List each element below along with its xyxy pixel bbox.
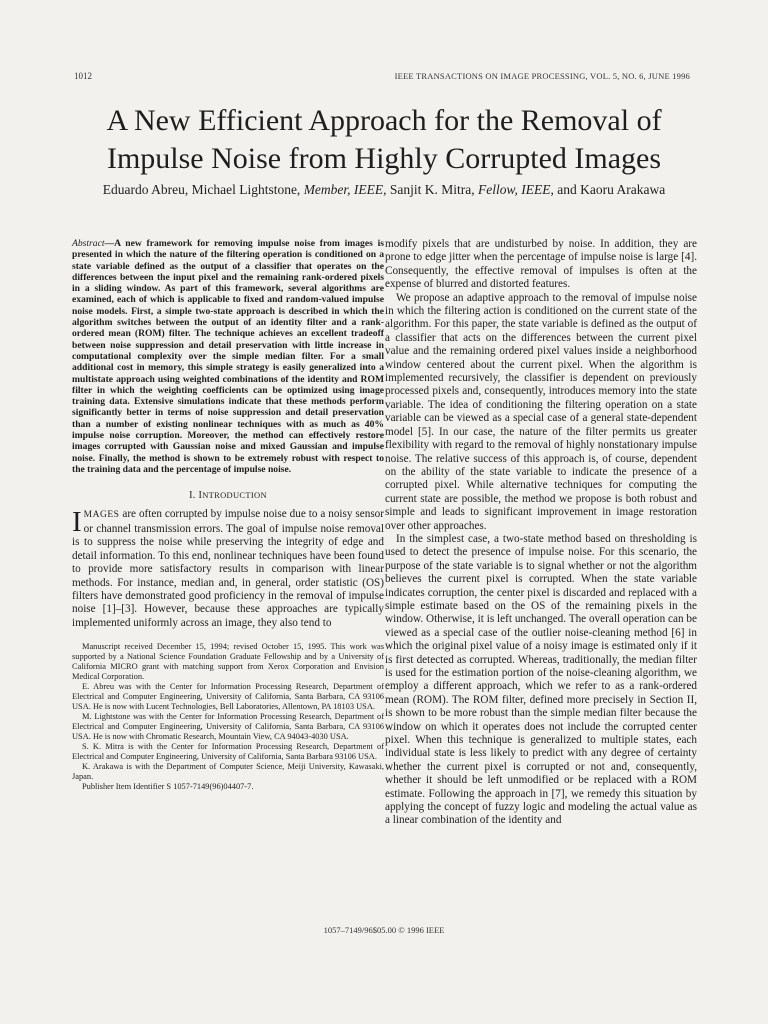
member-role: Member, IEEE [303, 182, 384, 197]
footnote-publisher-id: Publisher Item Identifier S 1057-7149(96)04407-7. [82, 781, 254, 791]
abstract-text: A new framework for removing impulse noise from images is presented in which the nature of the filtering operation is conditioned on a state variable defined as the output of a classifier that operates on the differences between the input pixel and the remaining rank-ordered pixels in a sliding window. As part of this framework, several algorithms are examined, each of which is applicable to fixed and random-valued impulse noise models. First, a simple two-state approach is described in which the algorithm switches between the output of an identity filter and a rank-ordered mean (ROM) filter. The technique achieves an excellent tradeoff between noise suppression and detail preservation with little increase in computational complexity over the simple median filter. For a small additional cost in memory, this simple strategy is easily generalized into a multistate approach using weighted combinations of the identity and ROM filter in which the weighting coefficients can be optimized using image training data. Extensive simulations indicate that these methods perform significantly better in terms of noise suppression and detail preservation than a number of existing nonlinear techniques with as much as 40% impulse noise corruption. Moreover, the method can effectively restore images corrupted with Gaussian noise and mixed Gaussian and impulse noise. Finally, the method is shown to be extremely robust with respect to the training data and the percentage of impulse noise. [72, 238, 384, 475]
first-word-rest: MAGES [83, 510, 120, 521]
introduction-paragraph [72, 508, 384, 630]
author-names-3: , and Kaoru Arakawa [550, 182, 666, 197]
author-list [0, 182, 768, 198]
footnotes [72, 642, 384, 791]
footnote-abreu: E. Abreu was with the Center for Information Processing Research, Department of Electrical and Computer Engineering, University of California, Santa Barbara, CA 93106 USA. He is now with Lucent Technologies, Bell Laboratories, Allentown, PA 18103 USA. [72, 682, 384, 712]
body-paragraph: modify pixels that are undisturbed by noise. In addition, they are prone to edge jitter when the percentage of impulse noise is large [4]. Consequently, the effective removal of impulses is often at the expense of blurred and distorted features. [385, 238, 697, 291]
introduction-text: are often corrupted by impulse noise due to a noisy sensor or channel transmission errors. The goal of impulse noise removal is to suppress the noise while preserving the integrity of edge and detail information. To this end, nonlinear techniques have been found to provide more satisfactory results in comparison with linear methods. For instance, median and, in general, order statistic (OS) filters have demonstrated good proficiency in the removal of impulse noise [1]–[3]. However, because these approaches are typically implemented uniformly across an image, they also tend to [72, 508, 384, 629]
fellow-role: Fellow, IEEE [478, 182, 551, 197]
page-number: 1012 [74, 71, 92, 81]
footnote-lightstone: M. Lightstone was with the Center for Information Processing Research, Department of Electrical and Computer Engineering, University of California, Santa Barbara, CA 93106 USA. He is now with Chromatic Research, Mountain View, CA 94043-4030 USA. [72, 712, 384, 741]
footnote-manuscript: Manuscript received December 15, 1994; revised October 15, 1995. This work was supported by a National Science Foundation Graduate Fellowship and by a University of California MICRO grant with matching support from Xerox Corporation and Envision Medical Corporation. [72, 642, 384, 682]
body-paragraph: In the simplest case, a two-state method based on thresholding is used to detect the presence of impulse noise. For this scenario, the purpose of the state variable is to signal whether or not the algorithm believes the current pixel is corrupted. When the state variable indicates corruption, the center pixel is discarded and replaced with a simple estimate based on the OS of the remaining pixels in the window. Otherwise, it is left unchanged. The overall operation can be viewed as a special case of the outlier noise-cleaning method [6] in which the original pixel value of a noisy image is estimated only if it is first detected as corrupted. Whereas, traditionally, the median filter is used for the estimation portion of the noise-cleaning algorithm, we employ a different approach, which we refer to as a rank-ordered mean (ROM). The ROM filter, defined more precisely in Section II, is shown to be more robust than the simple median filter because the window on which it operates does not include the corrupted center pixel. When this technique is generalized to multiple states, each individual state is less likely to predict with any degree of certainty whether the current pixel is corrupted or not and, consequently, whether it should be left unmodified or be replaced with a ROM estimate. Following the approach in [7], we remedy this situation by applying the concept of fuzzy logic and modeling the actual value as a linear combination of the identity and [385, 532, 697, 827]
section-heading-initial: I [198, 490, 203, 502]
footnote-arakawa: K. Arakawa is with the Department of Computer Science, Meiji University, Kawasaki, Japan. [72, 761, 384, 781]
drop-cap: I [72, 506, 82, 539]
section-heading-introduction [72, 489, 384, 502]
paper-title [0, 102, 768, 178]
section-numeral: I. [189, 490, 199, 502]
section-heading-rest: NTRODUCTION [202, 490, 267, 501]
abstract [72, 238, 384, 475]
abstract-dash: — [104, 238, 115, 249]
running-head: IEEE TRANSACTIONS ON IMAGE PROCESSING, VOL. 5, NO. 6, JUNE 1996 [394, 71, 690, 81]
author-names-2: , Sanjit K. Mitra, [383, 182, 479, 197]
copyright-footer: 1057–7149/96$05.00 © 1996 IEEE [323, 925, 445, 935]
right-column [385, 238, 697, 828]
title-line-1: A New Efficient Approach for the Removal of [106, 104, 662, 137]
title-line-2: Impulse Noise from Highly Corrupted Images [106, 142, 662, 175]
abstract-lead: Abstract [72, 238, 105, 249]
body-paragraph: We propose an adaptive approach to the removal of impulse noise in which the filtering action is conditioned on the current state of the algorithm. For this paper, the state variable is defined as the output of a classifier that acts on the differences between the current pixel value and the remaining ordered pixel values inside a neighborhood window centered about the current pixel. When the algorithm is implemented recursively, the classifier is dependent on previously processed pixels and, consequently, introduces memory into the state variable. The idea of conditioning the filtering operation on a state variable can be viewed as a special case of a general state-dependent model [5]. In our case, the nature of the filter permits us greater flexibility with regard to the removal of highly nonstationary impulse noise. The relative success of this approach is, of course, dependent on the ability of the state variable to indicate the presence of a corrupted pixel. While alternative techniques for computing the current state are possible, the method we propose is both robust and simple and leads to significant improvement in image restoration over other approaches. [385, 291, 697, 532]
author-names-1: Eduardo Abreu, Michael Lightstone, [102, 182, 304, 197]
left-column [72, 238, 384, 792]
footnote-mitra: S. K. Mitra is with the Center for Information Processing Research, Department of Electrical and Computer Engineering, University of California, Santa Barbara 93106 USA. [72, 741, 384, 761]
